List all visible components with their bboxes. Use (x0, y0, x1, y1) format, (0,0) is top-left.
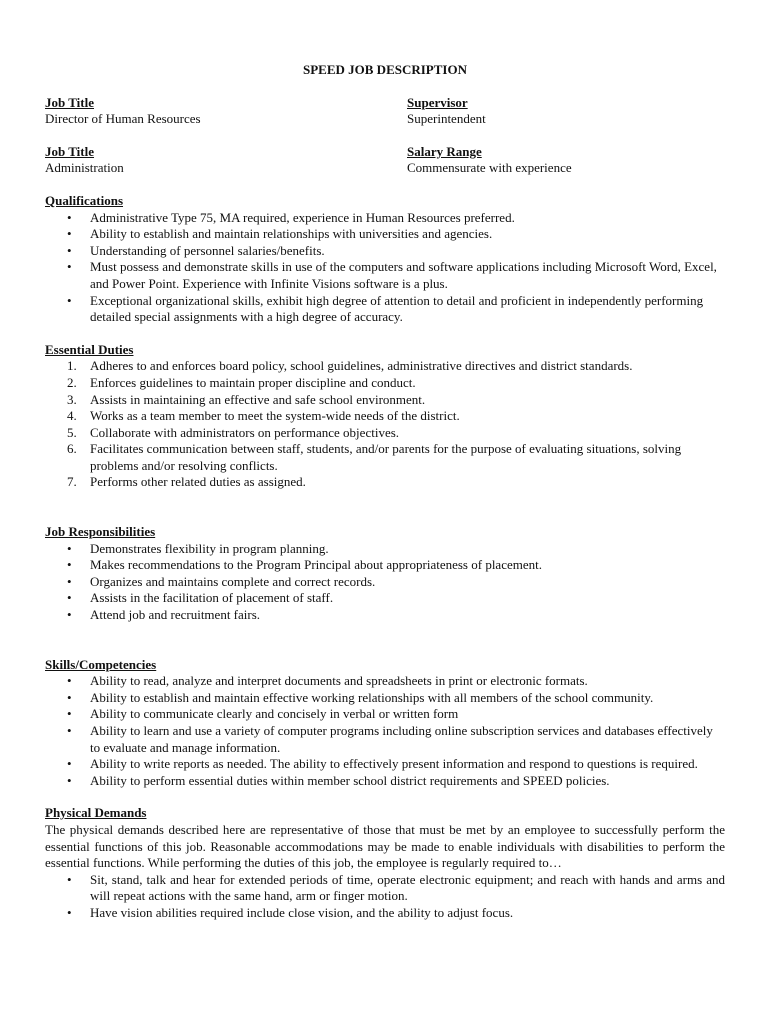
essential-duties-heading: Essential Duties (45, 341, 134, 357)
list-item: • Administrative Type 75, MA required, experience in Human Resources preferred. (45, 210, 725, 227)
list-item-text: Works as a team member to meet the system-wide needs of the district. (90, 408, 460, 424)
list-item (45, 392, 725, 409)
job-title-label: Job Title (45, 94, 95, 110)
skills-section (45, 657, 725, 790)
physical-demands-section (45, 805, 725, 921)
job-responsibilities-list (45, 541, 725, 624)
list-item-text: Assists in maintaining an effective and safe school environment. (90, 391, 426, 407)
salary-range-value: Commensurate with experience (407, 160, 572, 176)
supervisor-label: Supervisor (407, 94, 468, 110)
skills-list (45, 673, 725, 789)
job-title-label-2: Job Title (45, 143, 95, 159)
list-item (45, 474, 725, 491)
qualifications-heading: Qualifications (45, 192, 124, 208)
qualifications-section (45, 193, 725, 326)
list-item (45, 358, 725, 375)
supervisor-block (407, 95, 725, 128)
list-number: 5. (67, 424, 77, 440)
list-item: • Exceptional organizational skills, exhibit high degree of attention to detail and proficient in independently performing detailed special assignments with a high degree of accuracy. (45, 293, 725, 326)
job-title-value-2: Administration (45, 160, 124, 176)
job-responsibilities-heading: Job Responsibilities (45, 524, 156, 540)
salary-range-block (407, 144, 725, 177)
list-item-text: Adheres to and enforces board policy, school guidelines, administrative directives and district standards. (90, 358, 633, 374)
list-item-text: Facilitates communication between staff, students, and/or parents for the purpose of evaluating situations, solving problems and/or resolving conflicts. (90, 441, 682, 473)
physical-demands-paragraph: The physical demands described here are representative of those that must be met by an employee to successfully perform the essential functions of this job. Reasonable accommodations may be made to enable individuals with disabilities to perform the essential functions. While performing the duties of this job, the employee is regularly required to… (45, 821, 725, 871)
list-number: 6. (67, 441, 77, 457)
list-number: 1. (67, 358, 77, 374)
physical-demands-list (45, 872, 725, 922)
list-number: 4. (67, 408, 77, 424)
list-item (45, 425, 725, 442)
list-item: • Sit, stand, talk and hear for extended periods of time, operate electronic equipment; and reach with hands and arms and will repeat actions with the same hand, arm or finger motion. (45, 872, 725, 905)
list-item: • Attend job and recruitment fairs. (45, 607, 725, 624)
list-item: • Ability to learn and use a variety of computer programs including online subscription services and databases effectively to evaluate and manage information. (45, 723, 725, 756)
list-item: • Ability to establish and maintain relationships with universities and agencies. (45, 226, 725, 243)
list-item-text: Enforces guidelines to maintain proper discipline and conduct. (90, 374, 416, 390)
list-item-text: Collaborate with administrators on performance objectives. (90, 424, 400, 440)
list-item: • Ability to perform essential duties within member school district requirements and SPEED policies. (45, 773, 725, 790)
list-number: 3. (67, 391, 77, 407)
job-title-value: Director of Human Resources (45, 111, 201, 127)
list-item: • Have vision abilities required include close vision, and the ability to adjust focus. (45, 905, 725, 922)
list-item (45, 441, 725, 474)
list-item: • Assists in the facilitation of placement of staff. (45, 590, 725, 607)
list-item-text: Performs other related duties as assigned. (90, 474, 306, 490)
list-number: 2. (67, 374, 77, 390)
qualifications-list (45, 210, 725, 326)
header-row-1 (45, 95, 725, 128)
list-item: • Must possess and demonstrate skills in use of the computers and software applications including Microsoft Word, Excel, and Power Point. Experience with Infinite Visions software is a plus. (45, 259, 725, 292)
skills-heading: Skills/Competencies (45, 656, 157, 672)
job-responsibilities-section (45, 524, 725, 624)
list-item: • Demonstrates flexibility in program planning. (45, 541, 725, 558)
list-item: • Ability to establish and maintain effective working relationships with all members of the school community. (45, 690, 725, 707)
essential-duties-section (45, 342, 725, 491)
list-item: • Ability to write reports as needed. The ability to effectively present information and respond to questions is required. (45, 756, 725, 773)
header-row-2 (45, 144, 725, 177)
job-title-block (45, 95, 407, 128)
salary-range-label: Salary Range (407, 143, 482, 159)
essential-duties-list (45, 358, 725, 491)
list-item (45, 408, 725, 425)
list-item: • Understanding of personnel salaries/benefits. (45, 243, 725, 260)
document-title: SPEED JOB DESCRIPTION (303, 62, 467, 77)
list-item: • Ability to read, analyze and interpret documents and spreadsheets in print or electronic formats. (45, 673, 725, 690)
list-item: • Ability to communicate clearly and concisely in verbal or written form (45, 706, 725, 723)
supervisor-value: Superintendent (407, 111, 486, 127)
list-item: • Makes recommendations to the Program Principal about appropriateness of placement. (45, 557, 725, 574)
list-item: • Organizes and maintains complete and correct records. (45, 574, 725, 591)
physical-demands-heading: Physical Demands (45, 805, 147, 821)
document-page (45, 62, 725, 938)
list-number: 7. (67, 474, 77, 490)
list-item (45, 375, 725, 392)
job-title-block-2 (45, 144, 407, 177)
